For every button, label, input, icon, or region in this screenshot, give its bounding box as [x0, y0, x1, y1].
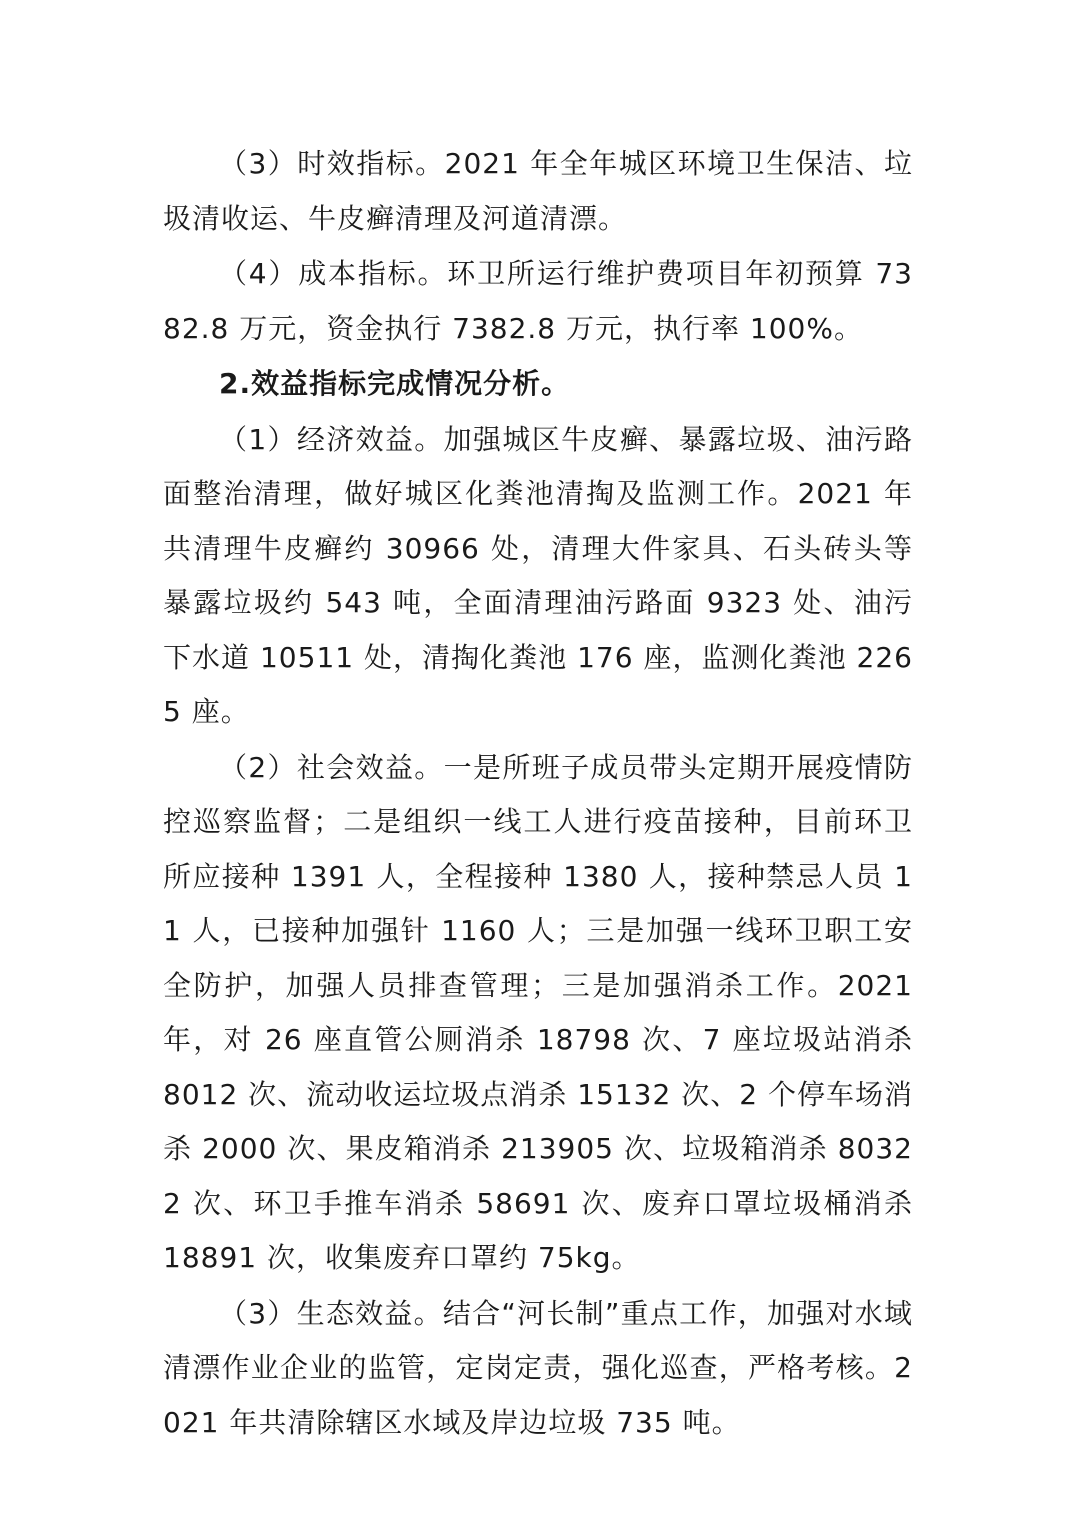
section-heading-benefit-analysis: 2.效益指标完成情况分析。 [219, 367, 571, 400]
paragraph-economic-benefit: （1）经济效益。加强城区牛皮癣、暴露垃圾、油污路面整治清理，做好城区化粪池清掏及监测工作。2021 年共清理牛皮癣约 30966 处，清理大件家具、石头砖头等暴露垃圾约 543 吨，全面清理油污路面 9323 处、油污下水道 10511 处，清掏化粪池 176 座，监测化粪池 2265 座。 [163, 422, 913, 728]
document-page [163, 137, 913, 1451]
paragraph-timeliness-indicator: （3）时效指标。2021 年全年城区环境卫生保洁、垃圾清收运、牛皮癣清理及河道清漂。 [163, 147, 913, 235]
paragraph-cost-indicator: （4）成本指标。环卫所运行维护费项目年初预算 7382.8 万元，资金执行 7382.8 万元，执行率 100%。 [163, 257, 913, 345]
paragraph-social-benefit: （2）社会效益。一是所班子成员带头定期开展疫情防控巡察监督；二是组织一线工人进行疫苗接种，目前环卫所应接种 1391 人，全程接种 1380 人，接种禁忌人员 11 人，已接种加强针 1160 人；三是加强一线环卫职工安全防护，加强人员排查管理；三是加强消杀工作。2021 年，对 26 座直管公厕消杀 18798 次、7 座垃圾站消杀 8012 次、流动收运垃圾点消杀 15132 次、2 个停车场消杀 2000 次、果皮箱消杀 213905 次、垃圾箱消杀 80322 次、环卫手推车消杀 58691 次、废弃口罩垃圾桶消杀 18891 次，收集废弃口罩约 75kg。 [163, 750, 913, 1274]
paragraph-ecological-benefit: （3）生态效益。结合“河长制”重点工作，加强对水域清漂作业企业的监管，定岗定责，强化巡查，严格考核。2021 年共清除辖区水域及岸边垃圾 735 吨。 [163, 1296, 913, 1439]
